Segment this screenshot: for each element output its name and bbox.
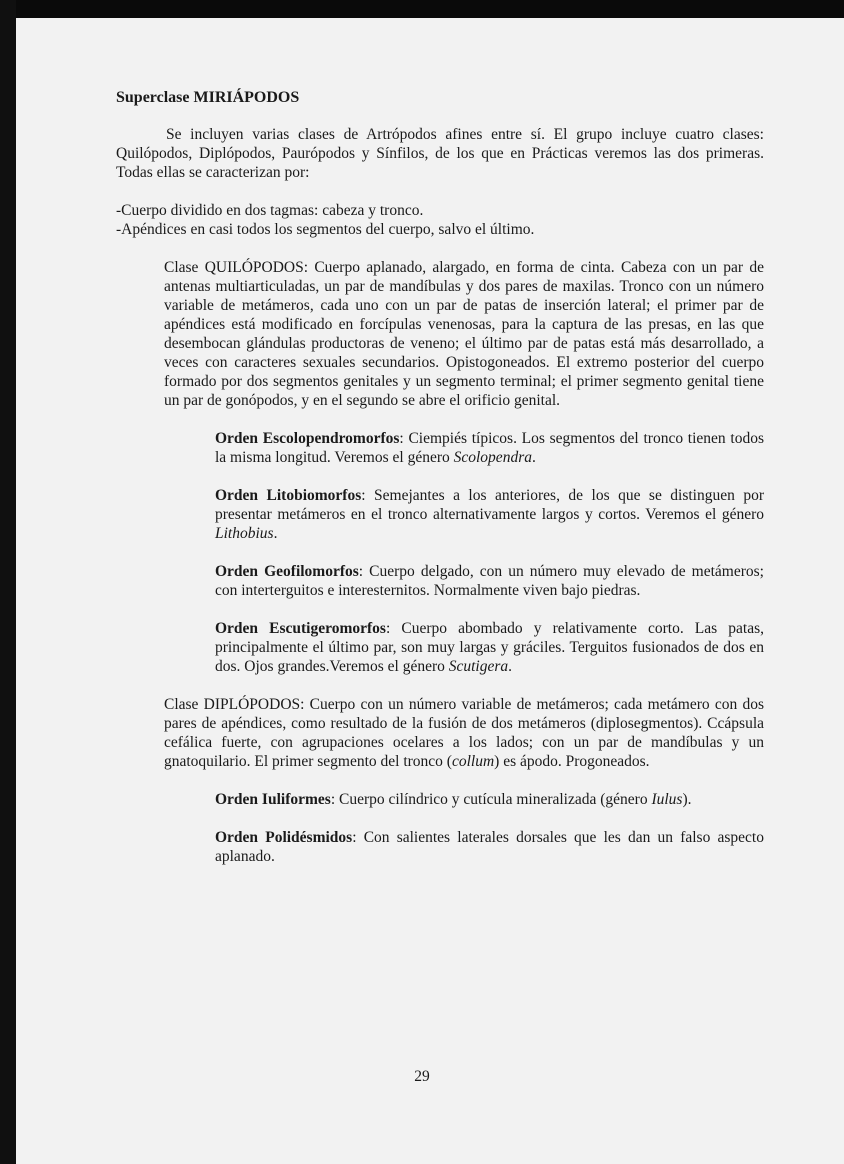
genus-name: Scutigera [448, 658, 509, 675]
intro-paragraph: Se incluyen varias clases de Artrópodos afines entre sí. El grupo incluye cuatro clases: Quilópodos, Diplópodos, Paurópodos y Sínfilos, de los que en Prácticas veremos las dos primeras. Todas ellas se caracterizan por: [116, 126, 764, 181]
clase-end: ) es ápodo. Progoneados. [494, 753, 650, 770]
clase-diplopodos [164, 695, 764, 771]
orden-text: : Cuerpo cilíndrico y cutícula mineralizada (género [330, 791, 652, 808]
orden-text: : Semejantes a los anteriores, de los que se distinguen por presentar metámeros en el tronco alternativamente largos y cortos. Veremos el género [215, 487, 764, 523]
orden-name: Orden Escutigeromorfos [215, 620, 386, 637]
orden-litobiomorfos [215, 486, 764, 543]
section-title: Superclase MIRIÁPODOS [116, 89, 300, 106]
document-body [116, 88, 764, 885]
orden-end: . [531, 449, 536, 466]
clase-text: Clase DIPLÓPODOS: Cuerpo con un número variable de metámeros; cada metámero con dos pares de apéndices, como resultado de la fusión de dos metámeros (diplosegmentos). Ccápsula cefálica fuerte, con agrupaciones ocelares a los lados; con un par de mandíbulas y un gnatoquilario. El primer segmento del tronco ( [164, 696, 764, 770]
genus-name: Lithobius [215, 525, 274, 542]
scan-border-left [0, 0, 16, 1164]
orden-text: : Cuerpo delgado, con un número muy elevado de metámeros; con interterguitos e interesternitos. Normalmente viven bajo piedras. [215, 563, 764, 599]
genus-name: Scolopendra [453, 449, 532, 466]
orden-iuliformes [215, 790, 764, 809]
scan-border-top [0, 0, 844, 18]
orden-name: Orden Litobiomorfos [215, 487, 362, 504]
genus-name: Iulus [651, 791, 683, 808]
characteristics-list [116, 201, 764, 239]
orden-name: Orden Iuliformes [215, 791, 331, 808]
orden-name: Orden Geofilomorfos [215, 563, 359, 580]
orden-geofilomorfos [215, 562, 764, 600]
orden-end: . [273, 525, 278, 542]
list-item: -Apéndices en casi todos los segmentos del cuerpo, salvo el último. [116, 221, 535, 238]
orden-end: . [508, 658, 513, 675]
orden-text: : Ciempiés típicos. Los segmentos del tronco tienen todos la misma longitud. Veremos el género [215, 430, 764, 466]
orden-end: ). [682, 791, 692, 808]
orden-name: Orden Polidésmidos [215, 829, 353, 846]
page-number: 29 [414, 1068, 430, 1085]
orden-polidesmidos [215, 828, 764, 866]
orden-escutigeromorfos [215, 619, 764, 676]
collum-term: collum [451, 753, 495, 770]
orden-escolopendromorfos [215, 429, 764, 467]
list-item: -Cuerpo dividido en dos tagmas: cabeza y tronco. [116, 202, 424, 219]
clase-quilopodos: Clase QUILÓPODOS: Cuerpo aplanado, alargado, en forma de cinta. Cabeza con un par de antenas multiarticuladas, un par de mandíbulas y dos pares de maxilas. Tronco con un número variable de metámeros, cada uno con un par de patas de inserción lateral; el primer par de apéndices está modificado en forcípulas venenosas, para la captura de las presas, en las que desembocan glándulas productoras de veneno; el último par de patas está más desarrollado, a veces con caracteres sexuales secundarios. Opistogoneados. El extremo posterior del cuerpo formado por dos segmentos genitales y un segmento terminal; el primer segmento genital tiene un par de gonópodos, y en el segundo se abre el orificio genital. [164, 259, 764, 409]
orden-name: Orden Escolopendromorfos [215, 430, 400, 447]
orden-text: : Cuerpo abombado y relativamente corto. Las patas, principalmente el último par, son muy largas y gráciles. Terguitos fusionados de dos en dos. Ojos grandes.Veremos el género [215, 620, 765, 675]
orden-text: : Con salientes laterales dorsales que les dan un falso aspecto aplanado. [215, 829, 764, 865]
